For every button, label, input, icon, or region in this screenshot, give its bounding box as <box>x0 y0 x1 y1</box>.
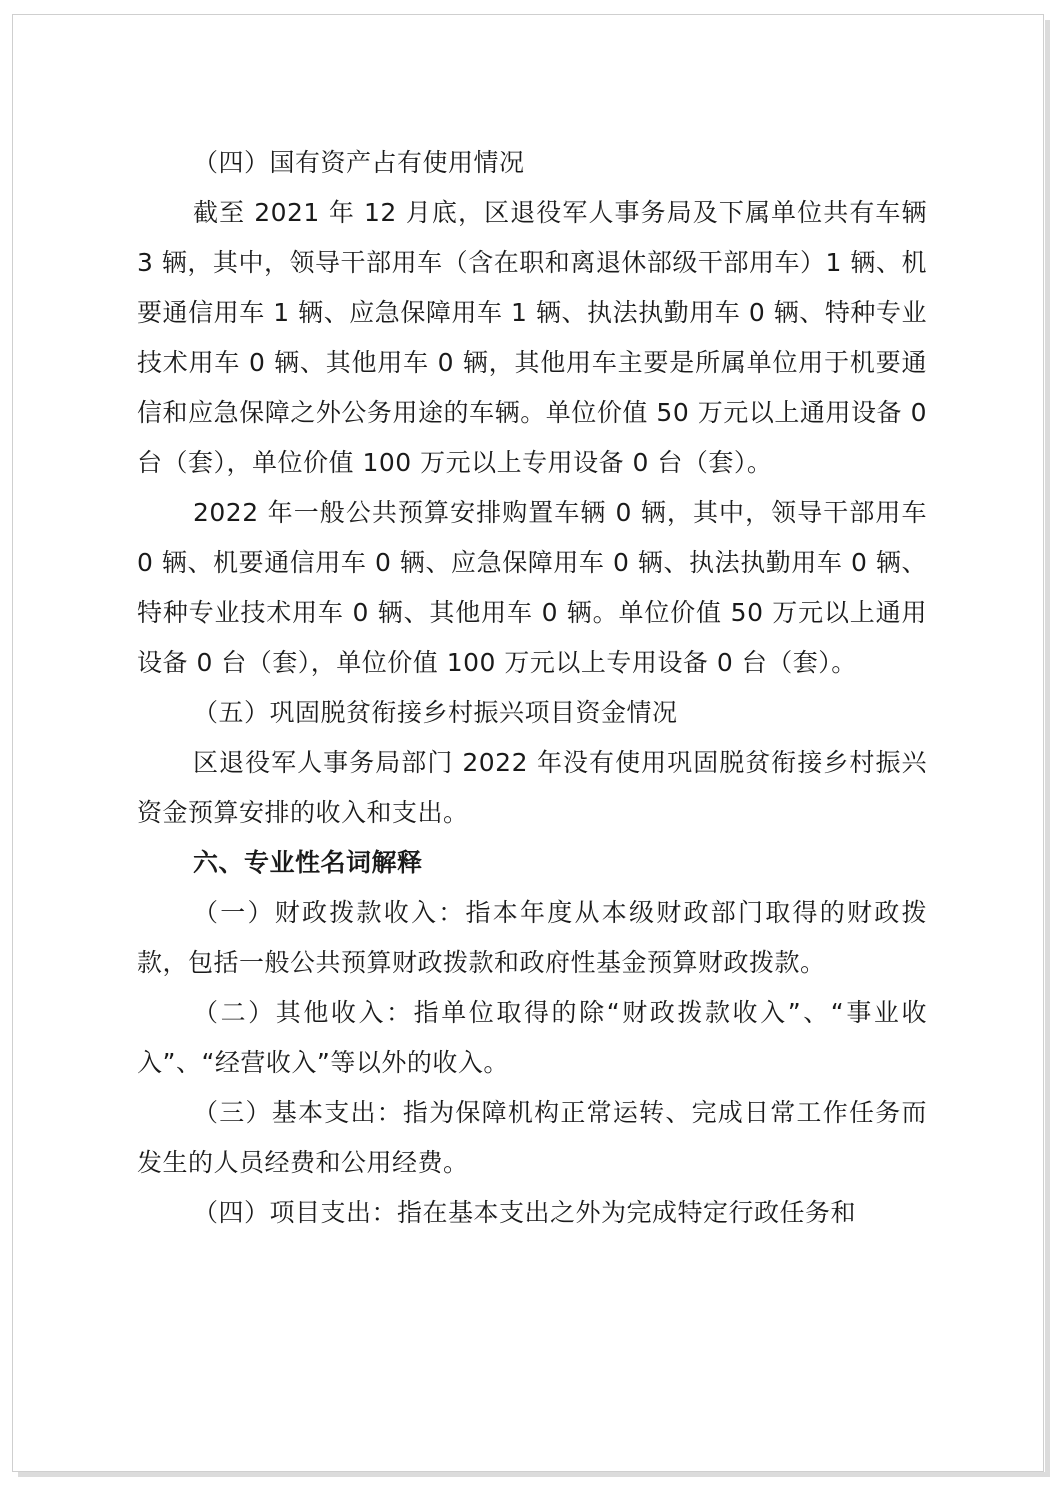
paragraph-vehicles-2021: 截至 2021 年 12 月底，区退役军人事务局及下属单位共有车辆 3 辆，其中，领导干部用车（含在职和离退休部级干部用车）1 辆、机要通信用车 1 辆、应急保障用车 1 辆、执法执勤用车 0 辆、特种专业技术用车 0 辆、其他用车 0 辆，其他用车主要是所属单位用于机要通信和应急保障之外公务用途的车辆。单位价值 50 万元以上通用设备 0 台（套），单位价值 100 万元以上专用设备 0 台（套）。 <box>137 198 927 477</box>
term-project-expenditure: （四）项目支出：指在基本支出之外为完成特定行政任务和 <box>193 1198 857 1227</box>
paragraph-poverty-funds: 区退役军人事务局部门 2022 年没有使用巩固脱贫衔接乡村振兴资金预算安排的收入和支出。 <box>137 748 927 827</box>
term-basic-expenditure: （三）基本支出：指为保障机构正常运转、完成日常工作任务而发生的人员经费和公用经费。 <box>137 1098 927 1177</box>
page-shadow-right <box>1045 20 1050 1476</box>
section-heading-poverty-funds: （五）巩固脱贫衔接乡村振兴项目资金情况 <box>193 698 678 727</box>
paragraph-vehicles-2022: 2022 年一般公共预算安排购置车辆 0 辆，其中，领导干部用车 0 辆、机要通信用车 0 辆、应急保障用车 0 辆、执法执勤用车 0 辆、特种专业技术用车 0 辆、其他用车 0 辆。单位价值 50 万元以上通用设备 0 台（套），单位价值 100 万元以上专用设备 0 台（套）。 <box>137 498 927 677</box>
section-heading-terms: 六、专业性名词解释 <box>193 848 423 877</box>
document-body <box>137 138 927 1238</box>
term-fiscal-appropriation: （一）财政拨款收入：指本年度从本级财政部门取得的财政拨款，包括一般公共预算财政拨款和政府性基金预算财政拨款。 <box>137 898 927 977</box>
term-other-income: （二）其他收入：指单位取得的除“财政拨款收入”、“事业收入”、“经营收入”等以外的收入。 <box>137 998 927 1077</box>
section-heading-state-assets: （四）国有资产占有使用情况 <box>193 148 525 177</box>
page-shadow-bottom <box>18 1472 1050 1477</box>
